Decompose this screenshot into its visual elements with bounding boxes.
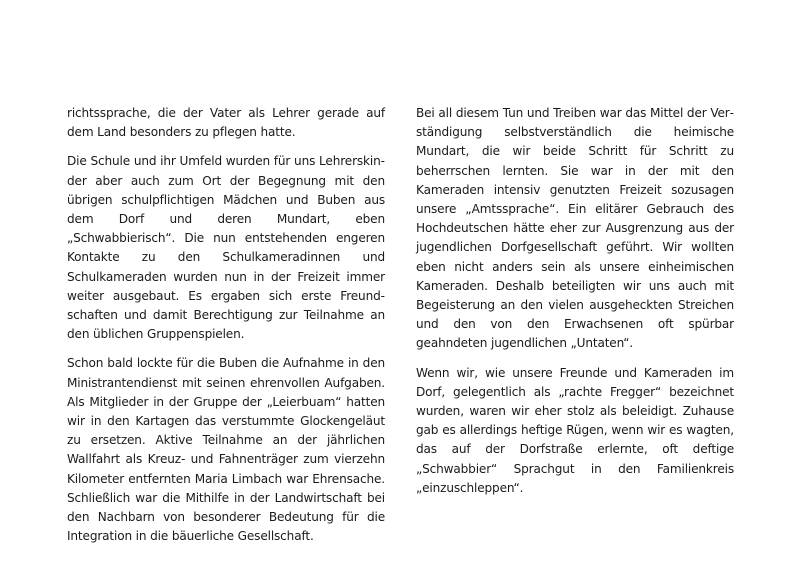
left-text-column (67, 104, 385, 546)
right-paragraph-2: Wenn wir, wie unsere Freunde und Kameraden im Dorf, gelegentlich als „rachte Fregger“ bezeichnet wurden, waren wir eher stolz als beleidigt. Zuhause gab es allerdings heftige Rügen, wenn wir es wagten, das auf der Dorfstraße erlernte, oft deftige „Schwabbier“ Sprachgut in den Familienkreis „einzuschleppen“. (416, 365, 734, 495)
left-paragraph-1: richtssprache, die der Vater als Lehrer gerade auf dem Land besonders zu pflegen hatte. (67, 106, 385, 140)
right-text-column (416, 104, 734, 498)
right-paragraph-1: Bei all diesem Tun und Treiben war das Mittel der Verständigung selbstverständlich die heimische Mundart, die wir beide Schritt für Schritt zu beherrschen lernten. Sie war in der mit den Kameraden intensiv genutzten Freizeit sozusagen unsere „Amtssprache“. Ein elitärer Gebrauch des Hochdeutschen hätte eher zur Ausgrenzung aus der jugendlichen Dorfgesellschaft geführt. Wir wollten eben nicht anders sein als unsere einheimischen Kameraden. Deshalb beteiligten wir uns auch mit Begeisterung an den vielen ausgeheckten Streichen und den von den Erwachsenen oft spürbar geahndeten jugendlichen „Untaten“. (416, 106, 734, 351)
left-paragraph-3: Schon bald lockte für die Buben die Aufnahme in den Ministrantendienst mit seinen ehrenvollen Aufgaben. Als Mitglieder in der Gruppe der „Leierbuam“ hatten wir in den Kartagen das verstummte Glockengeläut zu ersetzen. Aktive Teilnahme an der jährlichen Wallfahrt als Kreuz- und Fahnenträger zum vierzehn Kilometer entfernten Maria Limbach war Ehrensache. Schließlich war die Mithilfe in der Landwirtschaft bei den Nachbarn von besonderer Bedeutung für die Integration in die bäuerliche Gesellschaft. (67, 356, 385, 544)
left-paragraph-2: Die Schule und ihr Umfeld wurden für uns Lehrerskinder aber auch zum Ort der Begegnung mit den übrigen schulpflichtigen Mädchen und Buben aus dem Dorf und deren Mundart, eben „Schwabbierisch“. Die nun entstehenden engeren Kontakte zu den Schulkameradinnen und Schulkameraden wurden nun in der Freizeit immer weiter ausgebaut. Es ergaben sich erste Freundschaften und damit Berechtigung zur Teilnahme an den üblichen Gruppenspielen. (67, 154, 385, 342)
